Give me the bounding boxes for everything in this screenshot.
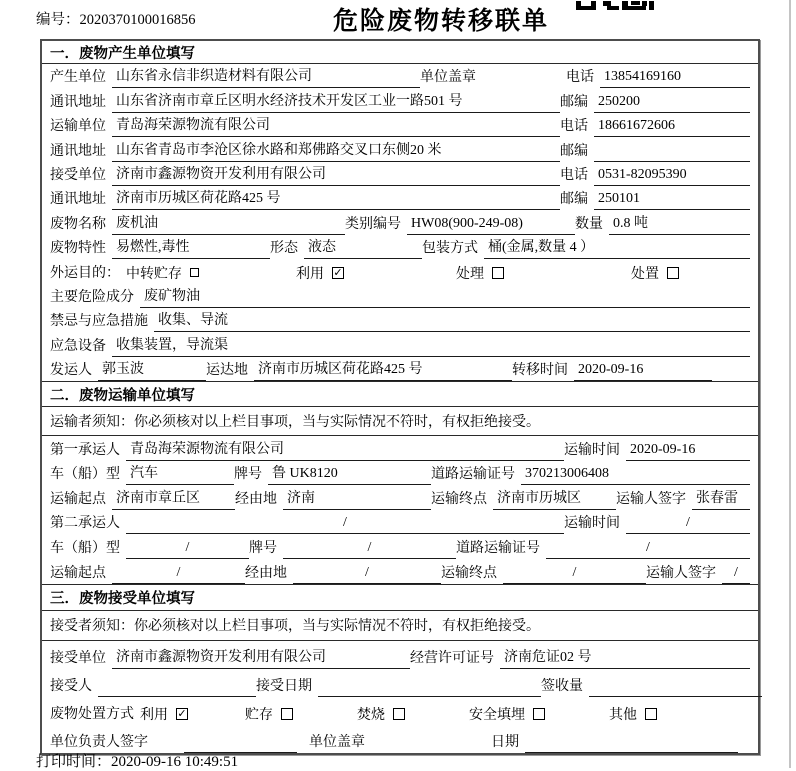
document-number-value: 2020370100016856 (79, 12, 196, 28)
field-value: 液态 (304, 236, 422, 259)
checkbox-checked-icon: ✓ (177, 707, 187, 721)
section-producer (42, 41, 758, 381)
checkbox-icon (645, 708, 657, 720)
field-label: 废物处置方式 (50, 706, 134, 722)
row-second-carrier (42, 510, 758, 535)
checkbox-icon (533, 708, 545, 720)
field-value: 济南危证02 号 (500, 646, 750, 669)
row-first-vehicle (42, 461, 758, 486)
row-first-carrier (42, 436, 758, 461)
field-value-blank (589, 678, 762, 697)
checkbox-icon (393, 708, 405, 720)
field-value: / (722, 565, 750, 584)
field-value: 济南市历城区荷花路425 号 (112, 187, 560, 210)
field-label: 包装方式 (422, 241, 478, 257)
field-value: 济南市鑫源物资开发利用有限公司 (112, 646, 410, 669)
row-receiving-unit (42, 641, 758, 669)
field-value: / (546, 540, 750, 559)
field-label: 电话 (566, 70, 594, 86)
field-label: 运输起点 (50, 565, 106, 581)
field-value: 易燃性,毒性 (112, 236, 270, 259)
field-label: 接受人 (50, 678, 92, 694)
field-value: 青岛海荣源物流有限公司 (126, 438, 564, 461)
field-label: 主要危险成分 (50, 289, 134, 305)
field-label: 单位盖章 (309, 734, 365, 750)
field-label: 日期 (491, 734, 519, 750)
field-value: 济南 (283, 487, 431, 510)
field-value: 郭玉波 (98, 358, 206, 381)
checkbox-icon (667, 267, 679, 279)
field-label: 第二承运人 (50, 516, 120, 532)
field-value-blank (318, 678, 541, 697)
field-value: 18661672606 (594, 118, 750, 137)
field-label: 运输人签字 (616, 491, 686, 507)
checkbox-label: 利用 (296, 266, 324, 282)
field-label: 通讯地址 (50, 94, 106, 110)
checkbox-item (296, 263, 456, 284)
row-transfer-purpose (42, 259, 758, 283)
field-value: 汽车 (126, 462, 234, 485)
field-value: / (293, 565, 441, 584)
field-label: 电话 (560, 167, 588, 183)
field-value: / (503, 565, 646, 584)
checkbox-item (357, 704, 469, 725)
field-value: 废矿物油 (140, 285, 750, 308)
field-label: 接受单位 (50, 167, 106, 183)
field-value: 2020-09-16 (574, 362, 712, 381)
row-first-route (42, 485, 758, 510)
field-value: 收集、导流 (154, 309, 750, 332)
field-value: 废机油 (112, 212, 345, 235)
checkbox-item (631, 263, 679, 284)
checkbox-label: 焚烧 (357, 707, 385, 723)
field-label: 转移时间 (512, 363, 568, 379)
field-label: 产生单位 (50, 70, 106, 86)
field-label: 经由地 (235, 491, 277, 507)
section-notice-receiver: 接受者须知：你必须核对以上栏目事项，当与实际情况不符时，有权拒绝接受。 (42, 611, 758, 641)
field-value: 济南市章丘区 (112, 487, 235, 510)
row-producer-address (42, 88, 758, 112)
field-label: 邮编 (560, 94, 588, 110)
checkbox-item (456, 263, 631, 284)
section-header-receiver: 三．废物接受单位填写 (42, 584, 758, 611)
checkbox-label: 处置 (631, 266, 659, 282)
field-label: 禁忌与应急措施 (50, 314, 148, 330)
field-label: 应急设备 (50, 338, 106, 354)
field-label: 接受单位 (50, 650, 106, 666)
field-label: 单位盖章 (420, 70, 476, 86)
checkbox-checked-icon: ✓ (333, 266, 343, 280)
checkbox-item (609, 704, 657, 725)
field-label: 运输起点 (50, 491, 106, 507)
checkbox-item (140, 704, 245, 725)
field-label: 车（船）型 (50, 467, 120, 483)
row-emergency-equipment (42, 332, 758, 356)
field-value: 山东省青岛市李沧区徐水路和郑佛路交叉口东侧20 米 (112, 139, 560, 162)
field-value: / (126, 540, 249, 559)
field-label: 类别编号 (345, 216, 401, 232)
field-value: 张春雷 (692, 487, 750, 510)
field-value: 0531-82095390 (594, 167, 750, 186)
field-value: / (112, 565, 245, 584)
field-label: 通讯地址 (50, 143, 106, 159)
row-receive-info (42, 669, 758, 697)
checkbox-label: 其他 (609, 707, 637, 723)
field-label: 接受日期 (256, 678, 312, 694)
row-emergency-measures (42, 308, 758, 332)
field-value: 鲁 UK8120 (268, 462, 431, 485)
document-number-label: 编号： (36, 12, 80, 28)
field-label: 邮编 (560, 192, 588, 208)
field-label: 发运人 (50, 363, 92, 379)
row-hazard-component (42, 284, 758, 308)
field-label: 道路运输证号 (456, 541, 540, 557)
field-value-blank (594, 143, 750, 162)
field-value: 250200 (594, 94, 750, 113)
checkbox-icon (190, 268, 199, 277)
field-value: 山东省济南市章丘区明水经济技术开发区工业一路501 号 (112, 90, 560, 113)
field-label: 电话 (560, 119, 588, 135)
section-header-transport: 二．废物运输单位填写 (42, 381, 758, 407)
field-value: 250101 (594, 191, 750, 210)
row-transporter-address (42, 137, 758, 161)
checkbox-icon (492, 267, 504, 279)
field-value: 13854169160 (600, 69, 750, 88)
field-label: 邮编 (560, 143, 588, 159)
field-value: 济南市历城区 (493, 487, 616, 510)
row-producer-unit (42, 64, 758, 88)
field-label: 运输终点 (431, 491, 487, 507)
row-responsible-signature (42, 725, 758, 753)
section-transport (42, 381, 758, 584)
row-disposal-method (42, 697, 758, 725)
checkbox-icon (281, 708, 293, 720)
form-table (40, 39, 760, 755)
row-transporter-unit (42, 113, 758, 137)
print-time-value: 2020-09-16 10:49:51 (111, 754, 239, 770)
document-number (36, 8, 196, 29)
field-label: 通讯地址 (50, 192, 106, 208)
field-label: 废物名称 (50, 216, 106, 232)
checkbox-label: 安全填埋 (469, 707, 525, 723)
section-receiver (42, 584, 758, 753)
qr-code-cropped-icon (576, 0, 654, 16)
row-receiver-unit (42, 162, 758, 186)
field-label: 车（船）型 (50, 541, 120, 557)
field-value: 山东省永信非织造材料有限公司 (112, 65, 420, 88)
field-value: HW08(900-249-08) (407, 216, 575, 235)
row-waste-property (42, 235, 758, 259)
row-second-route (42, 559, 758, 584)
field-label: 经由地 (245, 565, 287, 581)
field-label: 运输终点 (441, 565, 497, 581)
field-label: 外运目的： (50, 265, 120, 281)
checkbox-label: 贮存 (245, 707, 273, 723)
field-value: / (126, 515, 564, 534)
row-consignor (42, 357, 758, 381)
page-title: 危险废物转移联单 (333, 8, 550, 35)
field-value: 370213006408 (521, 466, 750, 485)
field-label: 运达地 (206, 363, 248, 379)
field-value: 济南市历城区荷花路425 号 (254, 358, 512, 381)
field-label: 运输时间 (564, 442, 620, 458)
section-header-producer: 一．废物产生单位填写 (42, 41, 758, 64)
row-second-vehicle (42, 534, 758, 559)
field-value: 收集装置，导流渠 (112, 334, 750, 357)
field-value-blank (98, 678, 256, 697)
field-label: 牌号 (234, 467, 262, 483)
field-label: 废物特性 (50, 241, 106, 257)
field-label: 道路运输证号 (431, 467, 515, 483)
print-time-label: 打印时间： (36, 754, 112, 770)
page-edge-line (789, 0, 791, 768)
field-label: 经营许可证号 (410, 650, 494, 666)
field-label: 运输时间 (564, 516, 620, 532)
field-label: 运输人签字 (646, 565, 716, 581)
field-value: 济南市鑫源物资开发利用有限公司 (112, 163, 560, 186)
checkbox-label: 利用 (140, 707, 168, 723)
checkbox-item (469, 704, 609, 725)
field-label: 第一承运人 (50, 442, 120, 458)
field-value: 0.8 吨 (609, 212, 750, 235)
field-value: / (283, 540, 456, 559)
field-value-blank (525, 734, 738, 753)
field-label: 签收量 (541, 678, 583, 694)
checkbox-label: 中转贮存 (126, 266, 182, 282)
field-label: 单位负责人签字 (50, 734, 148, 750)
field-label: 运输单位 (50, 119, 106, 135)
field-label: 牌号 (249, 541, 277, 557)
field-value: 青岛海荣源物流有限公司 (112, 114, 560, 137)
section-notice-transport: 运输者须知：你必须核对以上栏目事项，当与实际情况不符时，有权拒绝接受。 (42, 407, 758, 436)
field-label: 形态 (270, 241, 298, 257)
field-value: 2020-09-16 (626, 442, 750, 461)
checkbox-item (126, 263, 296, 284)
field-value: 桶(金属,数量 4 ） (484, 236, 750, 259)
row-waste-name (42, 210, 758, 234)
field-label: 数量 (575, 216, 603, 232)
field-value: / (626, 515, 750, 534)
checkbox-item (245, 704, 357, 725)
checkbox-label: 处理 (456, 266, 484, 282)
row-receiver-address (42, 186, 758, 210)
